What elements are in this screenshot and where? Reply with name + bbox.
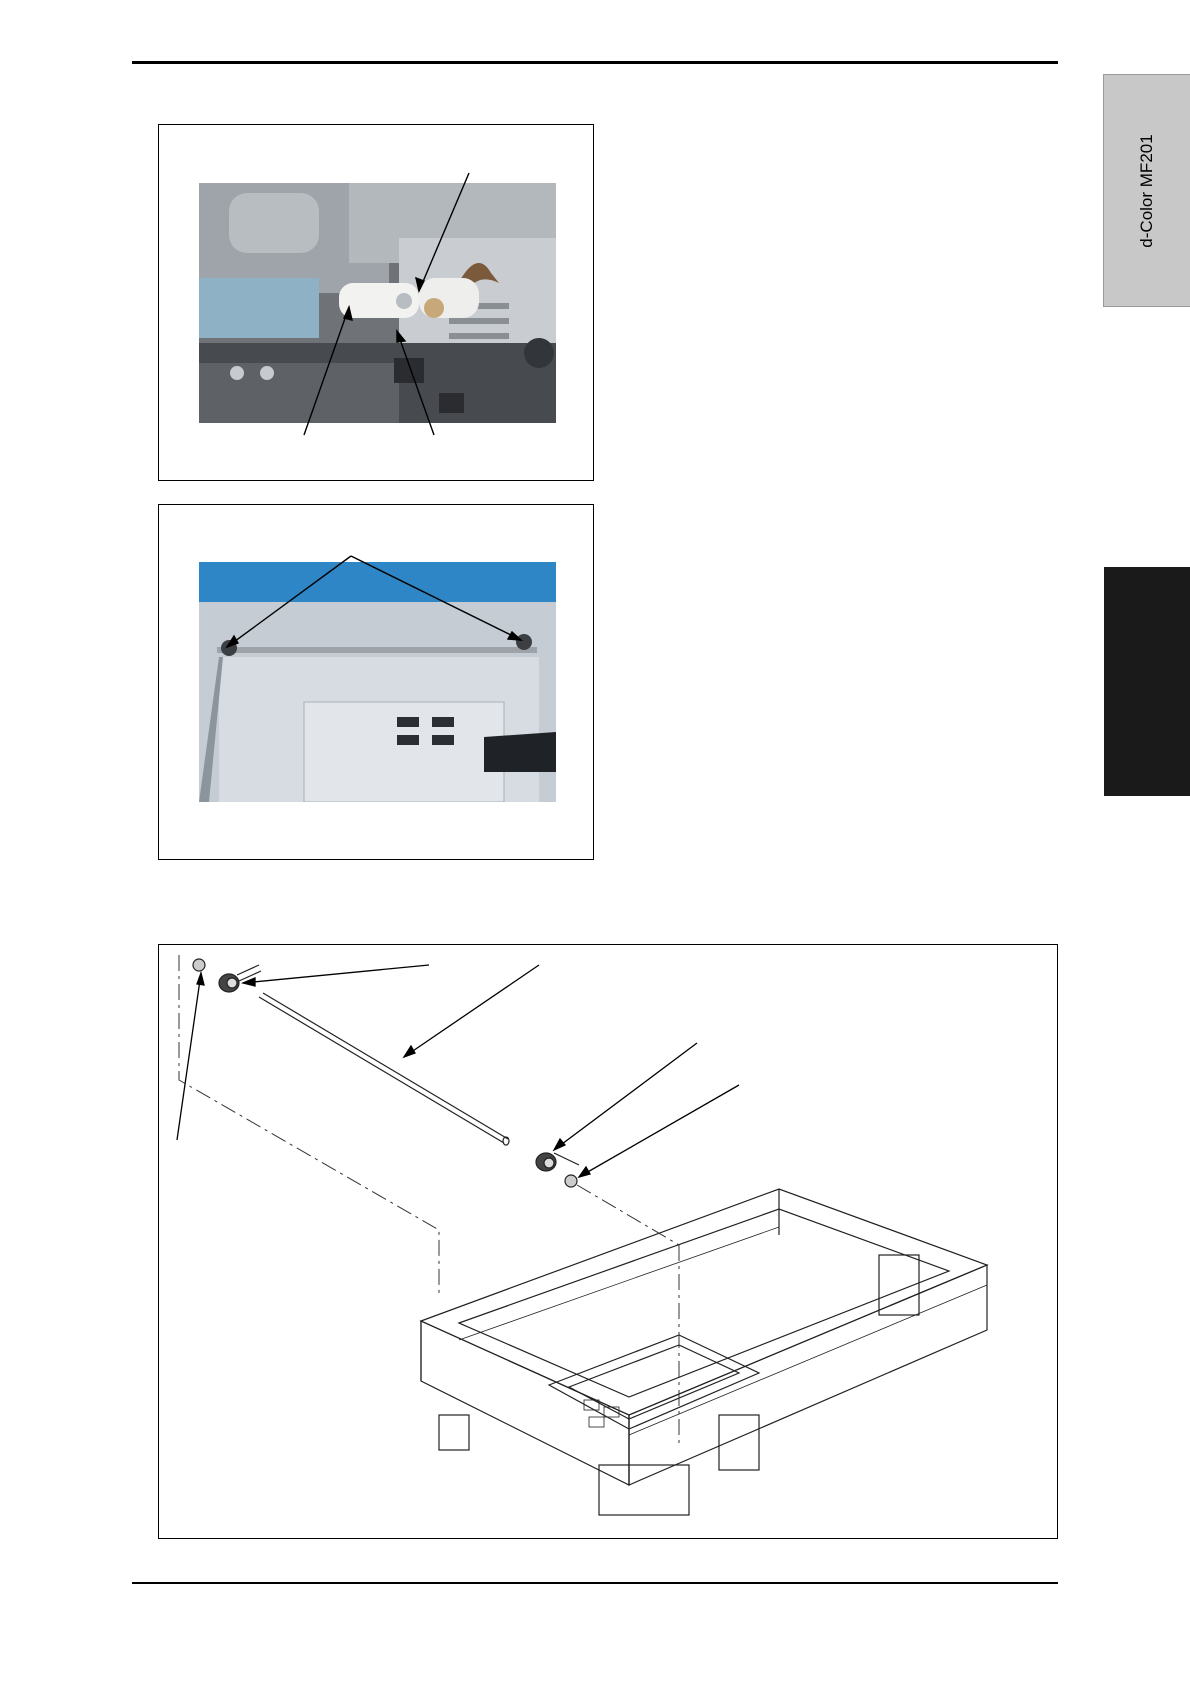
- figure-exploded-view: [158, 944, 1058, 1539]
- figure-pulley-photo: [158, 124, 594, 481]
- frame-exploded-drawing: [159, 945, 1057, 1538]
- model-side-tab: [1103, 74, 1190, 307]
- section-side-tab: [1104, 567, 1190, 796]
- figure-shaft-photo: [158, 504, 594, 860]
- footer-rule: [132, 1582, 1058, 1584]
- model-name: d-Color MF201: [1137, 133, 1156, 248]
- header-rule: [132, 61, 1058, 64]
- fig2-callouts: [159, 505, 595, 862]
- fig1-callouts: [159, 125, 595, 482]
